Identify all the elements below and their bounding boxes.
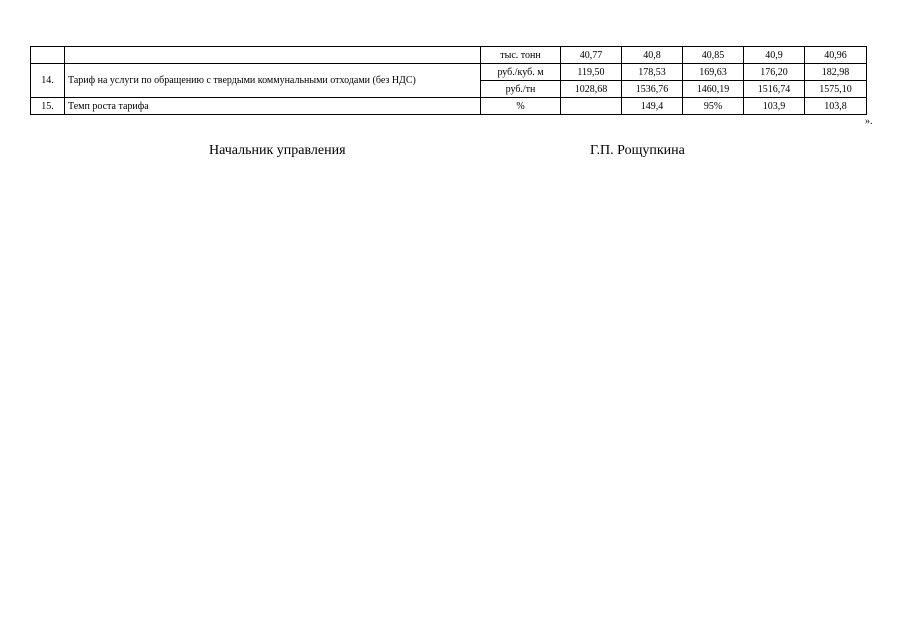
value-cell: 1460,19 <box>683 81 744 98</box>
value-cell: 1536,76 <box>622 81 683 98</box>
value-cell: 103,9 <box>744 98 805 115</box>
row-number: 15. <box>31 98 65 115</box>
signature-title: Начальник управления <box>209 143 346 158</box>
value-cell: 40,9 <box>744 47 805 64</box>
row-unit: % <box>481 98 561 115</box>
value-cell: 103,8 <box>805 98 867 115</box>
row-name: Тариф на услуги по обращению с твердыми коммунальными отходами (без НДС) <box>65 64 481 98</box>
row-number <box>31 47 65 64</box>
value-cell: 182,98 <box>805 64 867 81</box>
value-cell: 40,8 <box>622 47 683 64</box>
row-unit: тыс. тонн <box>481 47 561 64</box>
row-unit: руб./куб. м <box>481 64 561 81</box>
row-name: Темп роста тарифа <box>65 98 481 115</box>
value-cell: 1575,10 <box>805 81 867 98</box>
value-cell <box>561 98 622 115</box>
value-cell: 149,4 <box>622 98 683 115</box>
closing-quote-mark: ». <box>865 116 873 127</box>
row-name <box>65 47 481 64</box>
row-unit: руб./тн <box>481 81 561 98</box>
table-row <box>31 47 867 64</box>
value-cell: 1028,68 <box>561 81 622 98</box>
value-cell: 169,63 <box>683 64 744 81</box>
tariff-table <box>30 46 867 115</box>
table-row <box>31 64 867 81</box>
value-cell: 40,77 <box>561 47 622 64</box>
table-row <box>31 98 867 115</box>
value-cell: 119,50 <box>561 64 622 81</box>
value-cell: 176,20 <box>744 64 805 81</box>
signature-name: Г.П. Рощупкина <box>590 143 685 158</box>
value-cell: 178,53 <box>622 64 683 81</box>
value-cell: 1516,74 <box>744 81 805 98</box>
row-number: 14. <box>31 64 65 98</box>
value-cell: 95% <box>683 98 744 115</box>
value-cell: 40,85 <box>683 47 744 64</box>
value-cell: 40,96 <box>805 47 867 64</box>
